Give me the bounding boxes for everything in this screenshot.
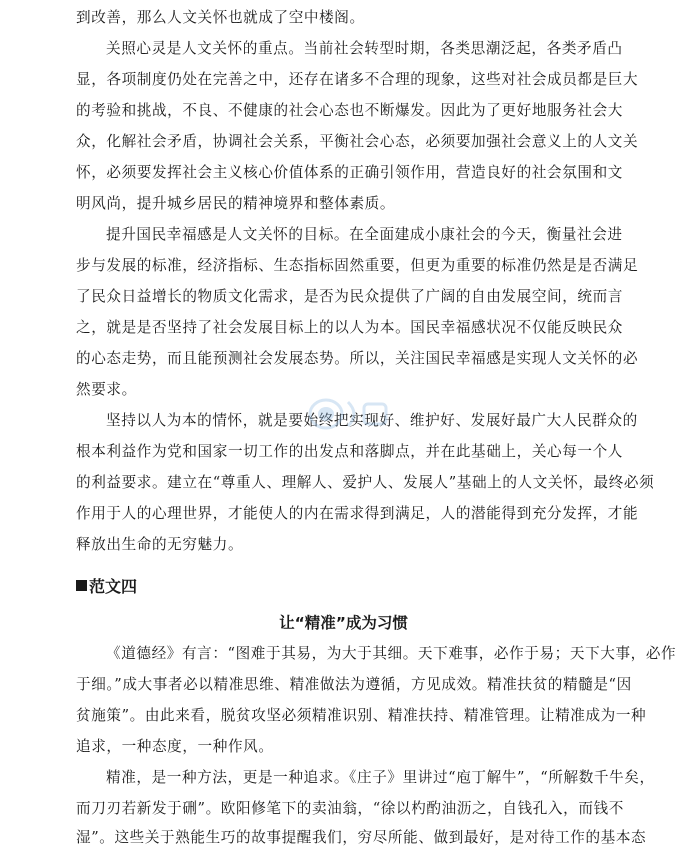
text-line: 根本利益作为党和国家一切工作的出发点和落脚点，并在此基础上，关心每一个人: [76, 443, 623, 460]
text-line: 步与发展的标准，经济指标、生态指标固然重要，但更为重要的标准仍然是是否满足: [76, 257, 639, 274]
text-line: 而刀刃若新发于硎”。欧阳修笔下的卖油翁，“徐以杓酌油沥之，自钱孔入，而钱不: [76, 800, 624, 817]
text-line: 关照心灵是人文关怀的重点。当前社会转型时期，各类思潮泛起，各类矛盾凸: [106, 40, 623, 57]
article-title: 让“精准”成为习惯: [279, 614, 408, 632]
text-line: 湿”。这些关于熟能生巧的故事提醒我们，穷尽所能、做到最好，是对待工作的基本态: [76, 829, 647, 846]
text-line: 坚持以人为本的情怀，就是要始终把实现好、维护好、发展好最广大人民群众的: [106, 412, 638, 429]
text-line: 释放出生命的无穷魅力。: [76, 536, 244, 553]
text-line: 于细。”成大事者必以精准思维、精准做法为遵循，方见成效。精准扶贫的精髓是“因: [76, 676, 632, 693]
text-line: 明风尚，提升城乡居民的精神境界和整体素质。: [76, 195, 396, 212]
section-heading-text: 范文四: [89, 577, 138, 596]
text-line: 《道德经》有言：“图难于其易，为大于其细。天下难事，必作于易；天下大事，必作: [106, 645, 677, 662]
section-heading: [76, 572, 137, 602]
text-line: 之，就是是否坚持了社会发展目标上的以人为本。国民幸福感状况不仅能反映民众: [76, 319, 623, 336]
text-line: 精准，是一种方法，更是一种追求。《庄子》里讲过“庖丁解牛”，“所解数千牛矣，: [106, 769, 655, 786]
text-line: 了民众日益增长的物质文化需求，是否为民众提供了广阔的自由发展空间，统而言: [76, 288, 623, 305]
text-line: 的心态走势，而且能预测社会发展态势。所以，关注国民幸福感是实现人文关怀的必: [76, 350, 639, 367]
text-line: 的考验和挑战，不良、不健康的社会心态也不断爆发。因此为了更好地服务社会大: [76, 102, 623, 119]
text-line: 的利益要求。建立在“尊重人、理解人、爱护人、发展人”基础上的人文关怀，最终必须: [76, 474, 655, 491]
text-line: 到改善，那么人文关怀也就成了空中楼阁。: [76, 9, 365, 26]
text-line: 贫施策”。由此来看，脱贫攻坚必须精准识别、精准扶持、精准管理。让精准成为一种: [76, 707, 647, 724]
text-line: 作用于人的心理世界，才能使人的内在需求得到满足，人的潜能得到充分发挥，才能: [76, 505, 639, 522]
text-line: 提升国民幸福感是人文关怀的目标。在全面建成小康社会的今天，衡量社会进: [106, 226, 623, 243]
text-line: 怀，必须要发挥社会主义核心价值体系的正确引领作用，营造良好的社会氛围和文: [76, 164, 623, 181]
text-line: 众，化解社会矛盾，协调社会关系，平衡社会心态，必须要加强社会意义上的人文关: [76, 133, 639, 150]
text-line: 显，各项制度仍处在完善之中，还存在诸多不合理的现象，这些对社会成员都是巨大: [76, 71, 639, 88]
text-line: 然要求。: [76, 381, 137, 398]
text-line: 追求，一种态度，一种作风。: [76, 738, 274, 755]
square-bullet-icon: [76, 580, 87, 591]
